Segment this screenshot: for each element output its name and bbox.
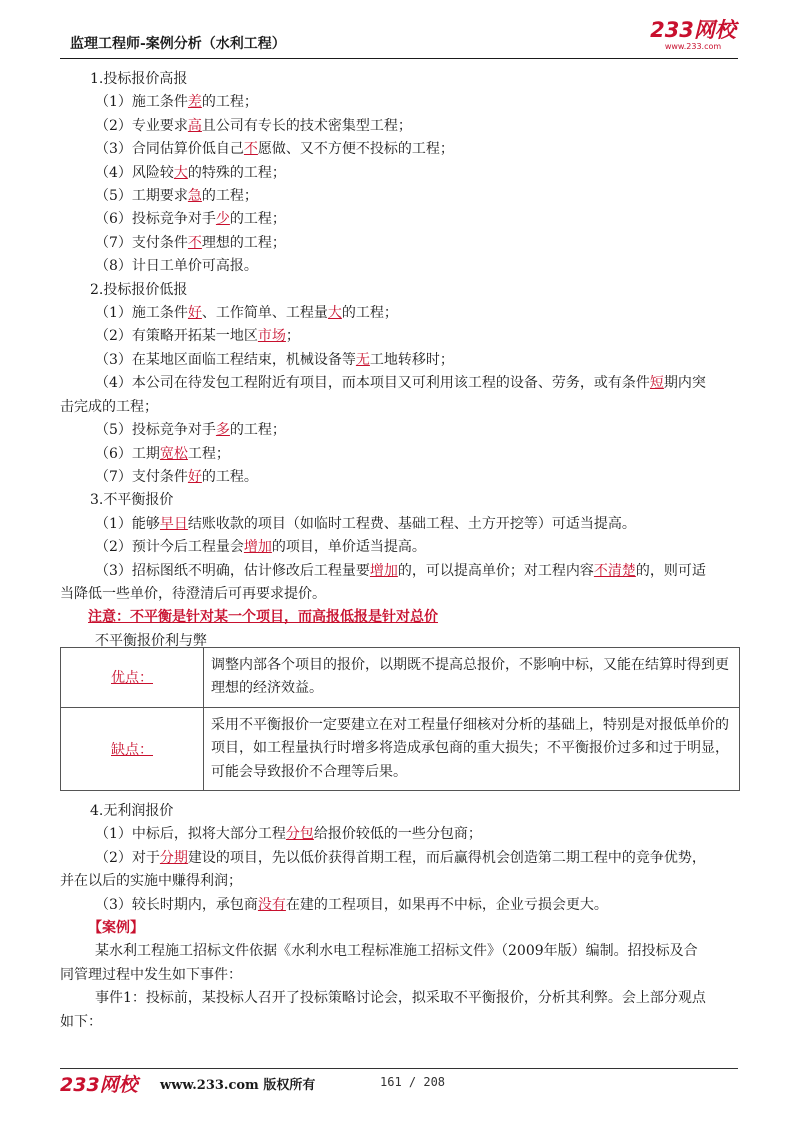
list-item: （1）施工条件差的工程；	[95, 94, 258, 111]
page-header	[60, 18, 738, 59]
list-item: （4）本公司在待发包工程附近有项目，而本项目又可利用该工程的设备、劳务，或有条件短期内突	[95, 375, 706, 392]
list-item: （1）中标后，拟将大部分工程分包给报价较低的一些分包商；	[95, 826, 482, 843]
keyword: 不	[187, 234, 202, 251]
table-row	[61, 648, 740, 708]
keyword: 不	[243, 141, 258, 158]
keyword: 增加	[369, 562, 398, 579]
keyword: 没有	[257, 896, 286, 913]
list-item-continuation: 当降低一些单价，待澄清后可再要求提价。	[60, 585, 326, 602]
keyword: 差	[187, 94, 202, 111]
cons-label-cell	[61, 707, 204, 790]
list-item: （5）工期要求急的工程；	[95, 188, 258, 205]
case-paragraph: 某水利工程施工招标文件依据《水利水电工程标准施工招标文件》（2009年版）编制。招投标及合	[95, 943, 698, 960]
keyword: 高	[187, 117, 202, 134]
table-row	[61, 707, 740, 790]
keyword: 无	[355, 351, 370, 368]
cons-label: 缺点：	[111, 741, 153, 758]
keyword: 短	[649, 375, 664, 392]
page-footer	[60, 1068, 738, 1097]
keyword: 大	[173, 164, 188, 181]
list-item: （5）投标竞争对手多的工程；	[95, 422, 286, 439]
section-heading: 4.无利润报价	[90, 803, 174, 819]
pros-label-cell	[61, 648, 204, 708]
keyword: 多	[215, 422, 230, 439]
list-item: （2）专业要求高且公司有专长的技术密集型工程；	[95, 117, 412, 134]
list-item: （6）投标竞争对手少的工程；	[95, 211, 286, 228]
keyword: 宽松	[159, 445, 188, 462]
keyword: 急	[187, 188, 202, 205]
keyword: 好	[187, 468, 202, 485]
header-title: 监理工程师-案例分析（水利工程）	[70, 36, 286, 52]
keyword: 不清楚	[593, 562, 636, 579]
list-item: （3）合同估算价低自己不愿做、又不方便不投标的工程；	[95, 141, 454, 158]
list-item: （7）支付条件好的工程。	[95, 468, 258, 485]
keyword: 好	[187, 305, 202, 322]
list-item: （1）施工条件好、工作简单、工程量大的工程；	[95, 305, 398, 322]
case-paragraph: 事件1：投标前，某投标人召开了投标策略讨论会，拟采取不平衡报价，分析其利弊。会上部分观点	[95, 990, 706, 1007]
list-item: （1）能够早日结账收款的项目（如临时工程费、基础工程、土方开挖等）可适当提高。	[95, 515, 636, 532]
section-heading: 3.不平衡报价	[90, 492, 174, 509]
list-item: （3）较长时期内，承包商没有在建的工程项目，如果再不中标，企业亏损会更大。	[95, 896, 608, 913]
note-text: 注意：不平衡是针对某一个项目，而高报低报是针对总价	[88, 609, 438, 626]
keyword: 大	[327, 305, 342, 322]
list-item: （3）招标图纸不明确，估计修改后工程量要增加的，可以提高单价；对工程内容不清楚的，则可适	[95, 562, 706, 579]
list-item: （8）计日工单价可高报。	[95, 258, 258, 275]
list-item: （2）对于分期建设的项目，先以低价获得首期工程，而后赢得机会创造第二期工程中的竞争优势，	[95, 849, 706, 866]
keyword: 分期	[159, 849, 188, 866]
keyword: 市场	[257, 328, 286, 345]
case-heading: 【案例】	[88, 920, 144, 937]
case-paragraph-continuation: 如下：	[60, 1013, 102, 1030]
logo-url: www.233.com	[664, 42, 722, 51]
main-content-lower	[60, 800, 748, 1034]
footer-copyright: www.233.com 版权所有	[160, 1078, 316, 1093]
footer-logo: 233网校	[60, 1074, 138, 1096]
cons-text: 采用不平衡报价一定要建立在对工程量仔细核对分析的基础上，特别是对报低单价的项目，如工程量执行时增多将造成承包商的重大损失；不平衡报价过多和过于明显，可能会导致报价不合理等后果。	[204, 707, 740, 790]
logo-text: 233网校	[650, 18, 736, 42]
pros-label: 优点：	[111, 670, 153, 687]
case-paragraph-continuation: 同管理过程中发生如下事件：	[60, 966, 242, 983]
list-item-continuation: 并在以后的实施中赚得利润；	[60, 873, 242, 890]
list-item: （4）风险较大的特殊的工程；	[95, 164, 286, 181]
pros-text: 调整内部各个项目的报价，以期既不提高总报价，不影响中标，又能在结算时得到更理想的经济效益。	[204, 648, 740, 708]
keyword: 少	[215, 211, 230, 228]
keyword: 分包	[285, 826, 314, 843]
list-item: （6）工期宽松工程；	[95, 445, 230, 462]
section-heading: 1.投标报价高报	[90, 71, 188, 87]
page-number: 161 / 208	[380, 1075, 446, 1089]
list-item: （3）在某地区面临工程结束，机械设备等无工地转移时；	[95, 351, 454, 368]
pros-cons-table	[60, 647, 740, 791]
brand-logo	[648, 18, 738, 56]
section-heading: 2.投标报价低报	[90, 281, 188, 298]
main-content	[60, 68, 748, 653]
keyword: 增加	[243, 539, 272, 556]
keyword: 早日	[159, 515, 188, 532]
list-item: （7）支付条件不理想的工程；	[95, 234, 286, 251]
list-item-continuation: 击完成的工程；	[60, 398, 158, 415]
table-caption: 不平衡报价利与弊	[95, 632, 207, 649]
list-item: （2）有策略开拓某一地区市场；	[95, 328, 300, 345]
list-item: （2）预计今后工程量会增加的项目，单价适当提高。	[95, 539, 426, 556]
